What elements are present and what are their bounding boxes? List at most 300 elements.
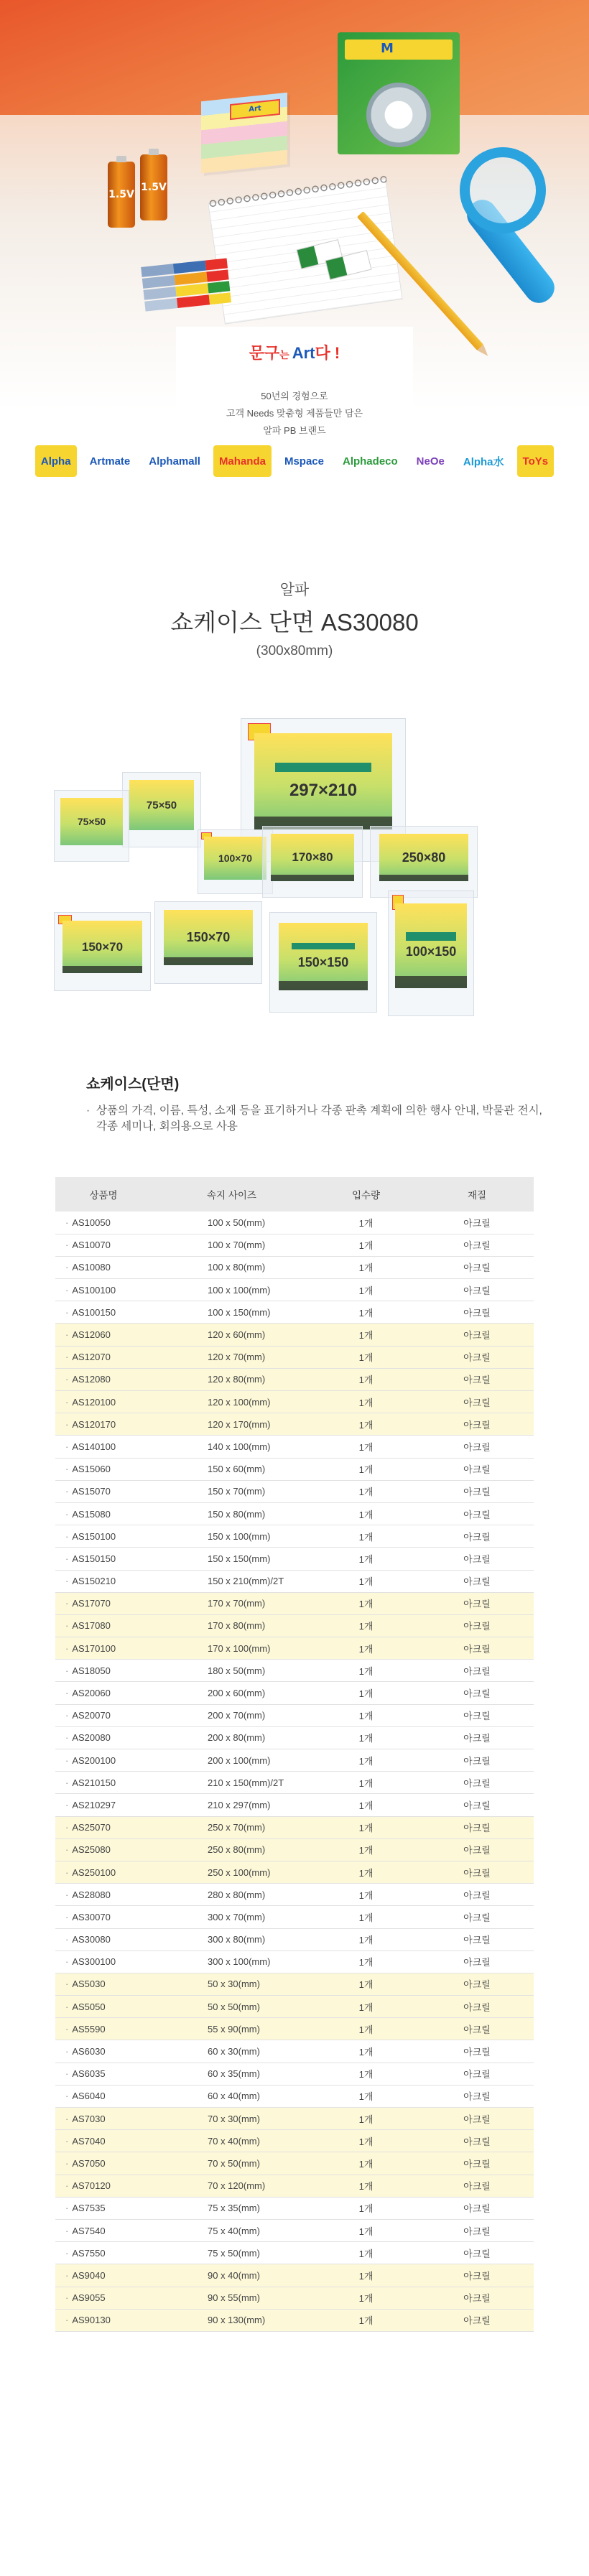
cell-model: · AS250100 [55,1861,152,1883]
cell-size: 120 x 80(mm) [152,1368,312,1390]
cell-material: 아크릴 [420,1950,534,1973]
table-row [55,2175,534,2197]
table-row [55,2130,534,2152]
cell-material: 아크릴 [420,2219,534,2241]
battery-label: 1.5V [108,189,134,200]
cell-material: 아크릴 [420,1973,534,1995]
table-row [55,1614,534,1637]
cell-quantity: 1개 [312,1570,420,1592]
cell-material: 아크릴 [420,1637,534,1660]
cell-size: 90 x 40(mm) [152,2264,312,2287]
cell-model: · AS10050 [55,1212,152,1234]
cell-size: 70 x 30(mm) [152,2108,312,2130]
cell-quantity: 1개 [312,2219,420,2241]
cell-quantity: 1개 [312,2197,420,2219]
table-row [55,2287,534,2309]
product-photo [54,718,535,1034]
cell-size: 70 x 40(mm) [152,2130,312,2152]
cell-model: · AS15060 [55,1458,152,1480]
table-row [55,1212,534,1234]
cell-material: 아크릴 [420,2063,534,2085]
magnifier-image [460,147,546,233]
cell-size: 100 x 80(mm) [152,1256,312,1278]
table-row [55,1391,534,1413]
cell-quantity: 1개 [312,2040,420,2063]
cell-material: 아크릴 [420,1996,534,2018]
table-header-row [55,1177,534,1212]
cell-quantity: 1개 [312,1592,420,1614]
cell-quantity: 1개 [312,1480,420,1502]
showcase-label: 75×50 [146,799,177,812]
table-row [55,1660,534,1682]
cell-quantity: 1개 [312,1391,420,1413]
table-row [55,1279,534,1301]
cell-material: 아크릴 [420,2264,534,2287]
cell-material: 아크릴 [420,2242,534,2264]
cell-model: · AS15080 [55,1502,152,1525]
table-row [55,1772,534,1794]
cell-model: · AS300100 [55,1950,152,1973]
table-row [55,1436,534,1458]
table-row [55,2264,534,2287]
cell-size: 210 x 297(mm) [152,1794,312,1816]
cell-size: 50 x 50(mm) [152,1996,312,2018]
cell-model: · AS120100 [55,1391,152,1413]
cell-quantity: 1개 [312,2063,420,2085]
cell-model: · AS7535 [55,2197,152,2219]
brand-logo: Alpha水 [458,445,510,477]
cell-material: 아크릴 [420,1346,534,1368]
table-row [55,1928,534,1950]
cell-quantity: 1개 [312,1726,420,1749]
cell-quantity: 1개 [312,1950,420,1973]
cell-size: 250 x 100(mm) [152,1861,312,1883]
table-row [55,1256,534,1278]
cell-quantity: 1개 [312,1682,420,1704]
cell-size: 150 x 70(mm) [152,1480,312,1502]
cell-quantity: 1개 [312,1996,420,2018]
cell-model: · AS25070 [55,1816,152,1838]
cell-material: 아크릴 [420,1614,534,1637]
cell-size: 200 x 100(mm) [152,1749,312,1772]
brand-logo: Alphadeco [337,445,404,477]
cell-material: 아크릴 [420,1749,534,1772]
cell-size: 90 x 130(mm) [152,2309,312,2331]
cell-model: · AS6035 [55,2063,152,2085]
table-row [55,2309,534,2331]
column-header-model: 상품명 [55,1177,152,1212]
cell-model: · AS30080 [55,1928,152,1950]
cell-size: 170 x 80(mm) [152,1614,312,1637]
cell-quantity: 1개 [312,1368,420,1390]
table-row [55,1816,534,1838]
cell-model: · AS28080 [55,1884,152,1906]
cell-material: 아크릴 [420,1726,534,1749]
cell-model: · AS6030 [55,2040,152,2063]
showcase-item [54,790,129,862]
cell-model: · AS20070 [55,1704,152,1726]
cell-model: · AS7540 [55,2219,152,2241]
brand-logo-strip [0,445,589,496]
cell-material: 아크릴 [420,1548,534,1570]
cell-quantity: 1개 [312,1772,420,1794]
cell-quantity: 1개 [312,1614,420,1637]
sticky-note-cube-image [201,93,287,174]
cell-quantity: 1개 [312,1749,420,1772]
cell-size: 300 x 70(mm) [152,1906,312,1928]
cell-size: 90 x 55(mm) [152,2287,312,2309]
cell-material: 아크릴 [420,1368,534,1390]
cell-model: · AS170100 [55,1637,152,1660]
cell-material: 아크릴 [420,2018,534,2040]
cell-model: · AS7040 [55,2130,152,2152]
cell-material: 아크릴 [420,2108,534,2130]
spec-table [55,1177,534,2332]
cell-material: 아크릴 [420,1234,534,1256]
table-row [55,1570,534,1592]
cell-size: 60 x 35(mm) [152,2063,312,2085]
cell-size: 150 x 80(mm) [152,1502,312,1525]
cube-label: Art [230,99,280,120]
showcase-item [370,826,478,898]
cell-material: 아크릴 [420,1480,534,1502]
tape-dispenser-image [338,32,460,154]
cell-material: 아크릴 [420,1324,534,1346]
cell-size: 75 x 40(mm) [152,2219,312,2241]
table-row [55,2040,534,2063]
cell-material: 아크릴 [420,2130,534,2152]
description-text: · 상품의 가격, 이름, 특성, 소재 등을 표기하거나 각종 판촉 계획에 의한 행사 안내, 박물관 전시, 각종 세미나, 회의용으로 사용 [86,1103,546,1135]
cell-model: · AS12060 [55,1324,152,1346]
cell-material: 아크릴 [420,1906,534,1928]
cell-material: 아크릴 [420,1838,534,1861]
table-row [55,1234,534,1256]
cell-quantity: 1개 [312,1413,420,1436]
showcase-item [154,901,262,984]
brand-logo: Alphamall [143,445,206,477]
cell-material: 아크릴 [420,1279,534,1301]
slogan [176,341,413,363]
showcase-item [54,912,151,991]
showcase-item [122,772,201,847]
cell-quantity: 1개 [312,2264,420,2287]
cell-quantity: 1개 [312,1279,420,1301]
cell-size: 70 x 120(mm) [152,2175,312,2197]
brand-logo: ToYs [517,445,555,477]
cell-size: 120 x 60(mm) [152,1324,312,1346]
cell-material: 아크릴 [420,1212,534,1234]
cell-quantity: 1개 [312,1928,420,1950]
cell-model: · AS5050 [55,1996,152,2018]
table-row [55,1950,534,1973]
showcase-label: 75×50 [77,816,106,828]
column-header-quantity: 입수량 [312,1177,420,1212]
cell-model: · AS9040 [55,2264,152,2287]
table-row [55,1973,534,1995]
cell-size: 150 x 150(mm) [152,1548,312,1570]
cell-size: 170 x 70(mm) [152,1592,312,1614]
cell-quantity: 1개 [312,2287,420,2309]
cell-size: 75 x 50(mm) [152,2242,312,2264]
cell-material: 아크릴 [420,1592,534,1614]
cell-model: · AS18050 [55,1660,152,1682]
product-brand: 알파 [279,582,310,598]
cell-quantity: 1개 [312,1838,420,1861]
cell-model: · AS210150 [55,1772,152,1794]
battery-image [140,154,167,220]
table-row [55,2219,534,2241]
brand-logo: Alpha [35,445,77,477]
cell-model: · AS15070 [55,1480,152,1502]
cell-quantity: 1개 [312,1704,420,1726]
slogan-art: Art [292,344,315,362]
showcase-label: 100×70 [218,852,253,864]
table-row [55,1548,534,1570]
table-row [55,1996,534,2018]
cell-quantity: 1개 [312,2108,420,2130]
cell-model: · AS210297 [55,1794,152,1816]
cell-model: · AS200100 [55,1749,152,1772]
slogan-main: 문구 [249,344,280,362]
table-row [55,1749,534,1772]
table-row [55,1794,534,1816]
cell-size: 60 x 40(mm) [152,2085,312,2107]
cell-material: 아크릴 [420,2152,534,2175]
product-name: 쇼케이스 단면 AS30080 [170,609,419,636]
product-title-block [0,578,589,659]
cell-size: 140 x 100(mm) [152,1436,312,1458]
column-header-material: 재질 [420,1177,534,1212]
table-row [55,1726,534,1749]
cell-material: 아크릴 [420,2309,534,2331]
cell-size: 100 x 50(mm) [152,1212,312,1234]
cell-material: 아크릴 [420,1682,534,1704]
cell-quantity: 1개 [312,1301,420,1324]
cell-quantity: 1개 [312,1256,420,1278]
cell-quantity: 1개 [312,2130,420,2152]
cell-model: · AS5590 [55,2018,152,2040]
cell-size: 280 x 80(mm) [152,1884,312,1906]
cell-material: 아크릴 [420,1256,534,1278]
brand-logo: Artmate [84,445,136,477]
cell-material: 아크릴 [420,1413,534,1436]
cell-quantity: 1개 [312,1324,420,1346]
cell-quantity: 1개 [312,1436,420,1458]
cell-material: 아크릴 [420,1794,534,1816]
cell-material: 아크릴 [420,1928,534,1950]
cell-model: · AS12070 [55,1346,152,1368]
cell-size: 120 x 170(mm) [152,1413,312,1436]
tape-box-label: M [381,41,394,56]
cell-model: · AS140100 [55,1436,152,1458]
showcase-label: 150×70 [81,939,124,954]
cell-model: · AS7550 [55,2242,152,2264]
table-row [55,2018,534,2040]
cell-size: 75 x 35(mm) [152,2197,312,2219]
product-size: (300x80mm) [256,643,333,659]
cell-model: · AS150210 [55,1570,152,1592]
cell-material: 아크릴 [420,2175,534,2197]
cell-size: 150 x 100(mm) [152,1525,312,1548]
cell-size: 200 x 70(mm) [152,1704,312,1726]
cell-model: · AS25080 [55,1838,152,1861]
table-row [55,1525,534,1548]
cell-quantity: 1개 [312,1234,420,1256]
cell-material: 아크릴 [420,1660,534,1682]
cell-size: 100 x 70(mm) [152,1234,312,1256]
showcase-item [269,912,377,1013]
cell-quantity: 1개 [312,1458,420,1480]
table-row [55,1301,534,1324]
cell-quantity: 1개 [312,2018,420,2040]
table-row [55,2108,534,2130]
cell-size: 150 x 210(mm)/2T [152,1570,312,1592]
cell-model: · AS30070 [55,1906,152,1928]
cell-material: 아크릴 [420,1525,534,1548]
cell-size: 60 x 30(mm) [152,2040,312,2063]
cell-model: · AS7050 [55,2152,152,2175]
table-row [55,1704,534,1726]
brand-logo: Mspace [279,445,330,477]
cell-size: 150 x 60(mm) [152,1458,312,1480]
cell-quantity: 1개 [312,2152,420,2175]
cell-quantity: 1개 [312,2175,420,2197]
cell-size: 50 x 30(mm) [152,1973,312,1995]
cell-material: 아크릴 [420,1391,534,1413]
cell-model: · AS100150 [55,1301,152,1324]
cell-model: · AS10080 [55,1256,152,1278]
table-row [55,2242,534,2264]
cell-size: 100 x 100(mm) [152,1279,312,1301]
cell-model: · AS20080 [55,1726,152,1749]
cell-material: 아크릴 [420,1502,534,1525]
battery-image [108,162,135,228]
cell-model: · AS100100 [55,1279,152,1301]
cell-quantity: 1개 [312,1906,420,1928]
showcase-item [262,826,363,898]
showcase-label: 150×150 [297,954,349,970]
intro-line: 고객 Needs 맞춤형 제품들만 담은 [226,408,363,419]
cell-size: 200 x 80(mm) [152,1726,312,1749]
cell-model: · AS150100 [55,1525,152,1548]
cell-material: 아크릴 [420,1816,534,1838]
table-row [55,1480,534,1502]
cell-model: · AS6040 [55,2085,152,2107]
table-row [55,1502,534,1525]
column-header-size: 속지 사이즈 [152,1177,312,1212]
description-title: 쇼케이스(단면) [86,1077,180,1092]
battery-label: 1.5V [141,182,167,193]
cell-quantity: 1개 [312,1794,420,1816]
product-description [86,1072,546,1135]
cell-size: 55 x 90(mm) [152,2018,312,2040]
table-row [55,1592,534,1614]
cell-quantity: 1개 [312,1973,420,1995]
cell-material: 아크릴 [420,2287,534,2309]
cell-quantity: 1개 [312,1660,420,1682]
cell-model: · AS70120 [55,2175,152,2197]
cell-quantity: 1개 [312,1346,420,1368]
cell-material: 아크릴 [420,1570,534,1592]
table-row [55,1682,534,1704]
cell-model: · AS20060 [55,1682,152,1704]
table-row [55,2085,534,2107]
cell-model: · AS12080 [55,1368,152,1390]
cell-size: 200 x 60(mm) [152,1682,312,1704]
table-row [55,1413,534,1436]
cell-model: · AS9055 [55,2287,152,2309]
cell-quantity: 1개 [312,1637,420,1660]
cell-material: 아크릴 [420,1861,534,1883]
cell-quantity: 1개 [312,1816,420,1838]
cell-model: · AS150150 [55,1548,152,1570]
intro-line: 알파 PB 브랜드 [263,425,326,436]
table-row [55,1368,534,1390]
brand-logo: Mahanda [213,445,272,477]
table-row [55,1458,534,1480]
table-row [55,1906,534,1928]
cell-size: 300 x 80(mm) [152,1928,312,1950]
cell-material: 아크릴 [420,1436,534,1458]
cell-size: 250 x 80(mm) [152,1838,312,1861]
cell-material: 아크릴 [420,2085,534,2107]
cell-model: · AS17070 [55,1592,152,1614]
showcase-label: 100×150 [405,944,457,959]
showcase-label: 250×80 [402,850,446,865]
table-row [55,1861,534,1883]
showcase-label: 297×210 [289,780,358,800]
cell-size: 120 x 100(mm) [152,1391,312,1413]
cell-size: 180 x 50(mm) [152,1660,312,1682]
cell-material: 아크릴 [420,1704,534,1726]
cell-quantity: 1개 [312,1525,420,1548]
cell-size: 120 x 70(mm) [152,1346,312,1368]
cell-size: 210 x 150(mm)/2T [152,1772,312,1794]
cell-model: · AS17080 [55,1614,152,1637]
intro-line: 50년의 경험으로 [261,391,328,401]
cell-material: 아크릴 [420,1884,534,1906]
table-row [55,1346,534,1368]
table-row [55,1838,534,1861]
table-row [55,2197,534,2219]
cell-quantity: 1개 [312,1548,420,1570]
showcase-item [388,891,474,1016]
cell-material: 아크릴 [420,2040,534,2063]
slogan-particle: 는 [279,349,292,361]
cell-model: · AS7030 [55,2108,152,2130]
cell-size: 300 x 100(mm) [152,1950,312,1973]
brand-intro-text [0,388,589,440]
table-row [55,1324,534,1346]
slogan-end: 다 ! [315,344,340,362]
table-row [55,1637,534,1660]
hero-banner [0,0,589,409]
brand-logo: NeOe [411,445,450,477]
table-row [55,2063,534,2085]
cell-quantity: 1개 [312,1212,420,1234]
cell-quantity: 1개 [312,2309,420,2331]
cell-size: 70 x 50(mm) [152,2152,312,2175]
table-row [55,2152,534,2175]
cell-model: · AS10070 [55,1234,152,1256]
cell-quantity: 1개 [312,2242,420,2264]
cell-material: 아크릴 [420,1301,534,1324]
cell-size: 100 x 150(mm) [152,1301,312,1324]
cell-quantity: 1개 [312,1884,420,1906]
showcase-label: 150×70 [186,930,231,945]
table-row [55,1884,534,1906]
showcase-label: 170×80 [292,850,333,865]
